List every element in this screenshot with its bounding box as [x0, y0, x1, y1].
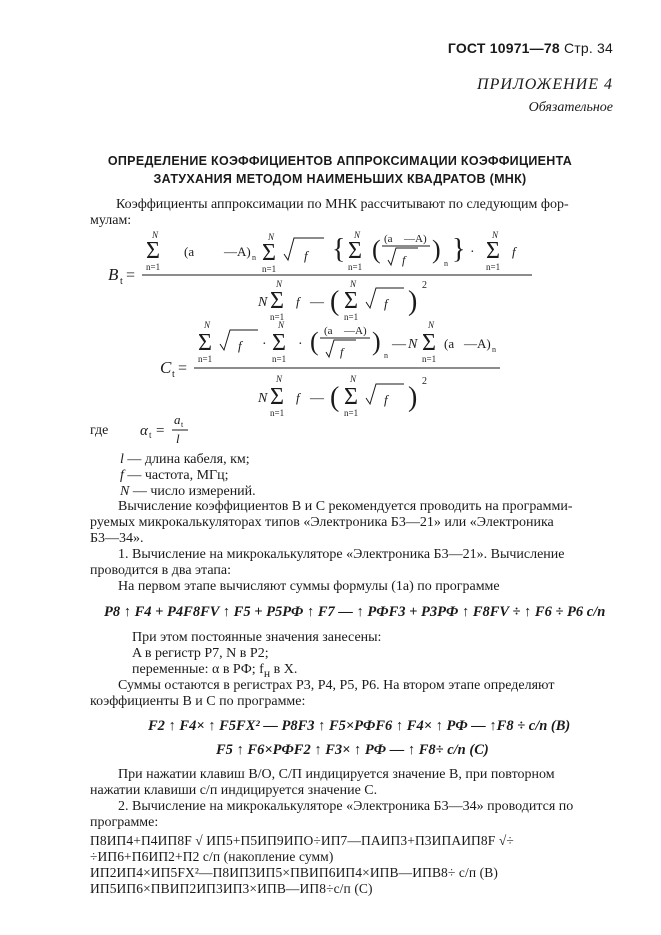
den-paren-close: ): [408, 286, 418, 317]
program-b321-stage2-c: F5 ↑ F6×PФF2 ↑ F3× ↑ PФ — ↑ F8÷ с/п (C): [216, 742, 489, 758]
c-den-N: N: [258, 391, 268, 406]
c-inner-num: (a: [324, 325, 333, 337]
b334-line2: программе:: [90, 815, 159, 830]
program-b321-stage1: Р8 ↑ F4 + P4F8FV ↑ F5 + P5PФ ↑ F7 — ↑ PФF3 + P3PФ ↑ F8FV ÷ ↑ F6 ÷ P6 с/п: [104, 604, 606, 620]
paren-close: ): [432, 235, 441, 264]
heading-line-1: ОПРЕДЕЛЕНИЕ КОЭФФИЦИЕНТОВ АППРОКСИМАЦИИ КОЭФФИЦИЕНТА: [107, 154, 573, 168]
def-symbol: f: [120, 468, 124, 483]
c-den-square: 2: [422, 376, 427, 387]
formula-c: [100, 318, 600, 418]
intro-line-2: мулам:: [90, 213, 132, 228]
frac-a: a: [174, 412, 181, 427]
num-sum1-sigma: Σ: [146, 238, 160, 264]
def-symbol: N: [120, 484, 130, 499]
code-b334-line2: ÷ИП6+П6ИП2+П2 с/п (накопление сумм): [90, 849, 334, 864]
c-den-sqrt-f: f: [384, 392, 388, 407]
num-f4: f: [512, 244, 516, 259]
where-clause: [90, 423, 108, 439]
standard-number: ГОСТ 10971—78: [447, 40, 560, 56]
c-num-sub-n: n: [492, 345, 496, 354]
c-num-a: (a: [444, 336, 455, 351]
inner-frac-num-minusA: —A): [404, 233, 427, 245]
den-sum1-lower: n=1: [270, 312, 285, 322]
const-var-end: в X.: [270, 662, 298, 677]
den-sum2-lower: n=1: [344, 312, 359, 322]
c-den-paren-close: ): [408, 382, 418, 413]
num-sum3-sigma: Σ: [348, 238, 362, 264]
definition-n: [120, 484, 256, 500]
def-text: — частота, МГц;: [123, 468, 229, 483]
inner-sqrt-f: f: [402, 253, 406, 267]
appendix-title: ПРИЛОЖЕНИЕ 4: [477, 76, 613, 93]
alpha-eq: =: [156, 423, 165, 439]
num-sum3-upper: N: [354, 230, 361, 240]
num-sqrt1-f: f: [304, 248, 308, 263]
c-den-sum1-upper: N: [276, 374, 283, 384]
c-num-N: N: [408, 337, 418, 352]
code-b334-line4: ИП5ИП6×ПВИП2ИП3ИП3×ИПВ—ИП8÷с/п (С): [90, 881, 373, 896]
c-den-paren-open: (: [330, 382, 340, 413]
b334-line1: 2. Вычисление на микрокалькуляторе «Электроника Б3—34» проводится по: [118, 799, 574, 814]
c-num-minusA: —A): [464, 336, 491, 351]
b-eq: =: [126, 267, 136, 284]
den-sum2-sigma: Σ: [344, 288, 358, 314]
constants-line2: A в регистр P7, N в P2;: [132, 646, 269, 661]
para2-line1: 1. Вычисление на микрокалькуляторе «Электроника Б3—21». Вычисление: [118, 547, 565, 562]
para1-line2: руемых микрокалькуляторах типов «Электроника Б3—21» или «Электроника: [90, 515, 554, 530]
appendix-status: Обязательное: [528, 100, 613, 115]
frac-l: l: [176, 431, 180, 446]
c-num-dot2: ·: [298, 337, 303, 352]
num-sum3-lower: n=1: [348, 262, 363, 272]
brace-close: }: [452, 234, 466, 265]
num-sum4-lower: n=1: [486, 262, 501, 272]
c-paren-close: ): [372, 327, 381, 356]
page-number: Стр. 34: [563, 40, 613, 56]
num-sum2-upper: N: [268, 232, 275, 242]
formula-b: [100, 228, 600, 328]
num-sum1-lower: n=1: [146, 262, 161, 272]
c-sub: t: [172, 369, 175, 380]
press-line2: нажатии клавиши с/п индицируется значение С.: [90, 783, 378, 798]
const-var-sub: н: [263, 666, 271, 680]
c-eq: =: [178, 360, 188, 377]
c-minus: —: [392, 337, 406, 352]
definition-l: [120, 452, 250, 468]
den-f: f: [296, 294, 300, 309]
intro-line-1: Коэффициенты аппроксимации по МНК рассчитывают по следующим фор-: [116, 197, 569, 212]
c-num-dot1: ·: [262, 337, 267, 352]
alpha-symbol: α: [140, 423, 148, 439]
c-den-sum1-lower: n=1: [270, 408, 285, 418]
code-b334-line3: ИП2ИП4×ИП5FX²—П8ИП3ИП5×ПВИП6ИП4×ИПВ—ИПВ8÷ с/п (В): [90, 865, 498, 880]
inner-frac-num: (a: [384, 233, 393, 245]
num-sum2-lower: n=1: [262, 264, 277, 274]
c-num-sum2-lower: n=1: [272, 354, 287, 364]
where-label: где: [90, 423, 109, 438]
b-sub: t: [120, 276, 123, 287]
c-inner-sqrt-f: f: [340, 345, 344, 359]
c-den-sum1-sigma: Σ: [270, 384, 284, 410]
alpha-sub: t: [149, 430, 152, 440]
para2-line2: проводится в два этапа:: [90, 563, 231, 578]
b-symbol: B: [108, 265, 119, 284]
num-term-a: (a: [184, 244, 195, 259]
brace-open: {: [332, 234, 346, 265]
frac-a-sub: t: [181, 420, 184, 429]
sums-line2: коэффициенты B и C по программе:: [90, 694, 306, 709]
code-b334-line1: П8ИП4+П4ИП8F √ ИП5+П5ИП9ИПО÷ИП7—ПАИП3+П3ИПАИП8F √÷: [90, 833, 514, 848]
den-square: 2: [422, 280, 427, 291]
alpha-definition: [140, 410, 220, 446]
c-num-sum3-lower: n=1: [422, 354, 437, 364]
c-den-sum2-sigma: Σ: [344, 384, 358, 410]
c-den-f: f: [296, 390, 300, 405]
program-b321-stage2-b: F2 ↑ F4× ↑ F5FX² — P8F3 ↑ F5×PФF6 ↑ F4× ↑ PФ — ↑F8 ÷ с/п (B): [148, 718, 571, 734]
const-var-text: переменные: α в PФ; f: [132, 662, 264, 677]
press-line1: При нажатии клавиш В/О, С/П индицируется значение В, при повторном: [118, 767, 555, 782]
c-num-sum3-sigma: Σ: [422, 330, 436, 356]
constants-line1: При этом постоянные значения занесены:: [132, 630, 382, 645]
den-N: N: [258, 295, 268, 310]
num-term-minusA: —A): [224, 244, 251, 259]
den-sum2-upper: N: [350, 279, 357, 289]
definition-f: [120, 468, 229, 484]
c-paren-open: (: [310, 327, 319, 356]
page-header: [448, 40, 613, 56]
c-symbol: C: [160, 358, 172, 377]
c-den-sum2-lower: n=1: [344, 408, 359, 418]
def-symbol: l: [120, 452, 124, 467]
c-inner-sub-n: n: [384, 351, 388, 360]
num-sum2-sigma: Σ: [262, 240, 276, 266]
num-sum1-upper: N: [152, 230, 159, 240]
para1-line3: Б3—34».: [90, 531, 144, 546]
num-term-sub-n: n: [252, 253, 256, 262]
c-num-sum1-lower: n=1: [198, 354, 213, 364]
def-text: — длина кабеля, км;: [123, 452, 250, 467]
c-num-sum2-sigma: Σ: [272, 330, 286, 356]
num-sum4-sigma: Σ: [486, 238, 500, 264]
c-num-sqrt-f: f: [238, 338, 242, 353]
num-dot: ·: [470, 245, 475, 260]
den-sum1-upper: N: [276, 279, 283, 289]
c-inner-num-minusA: —A): [344, 325, 367, 337]
heading-line-2: ЗАТУХАНИЯ МЕТОДОМ НАИМЕНЬШИХ КВАДРАТОВ (МНК): [153, 172, 527, 186]
c-den-minus: —: [310, 391, 324, 406]
den-paren-open: (: [330, 286, 340, 317]
num-sum4-upper: N: [492, 230, 499, 240]
paren-open: (: [372, 235, 381, 264]
den-sum1-sigma: Σ: [270, 288, 284, 314]
inner-sub-n: n: [444, 259, 448, 268]
c-num-sum1-upper: N: [204, 320, 211, 330]
def-text: — число измерений.: [129, 484, 256, 499]
para1-line1: Вычисление коэффициентов B и C рекомендуется проводить на программи-: [118, 499, 573, 514]
c-num-sum2-upper: N: [278, 320, 285, 330]
c-den-sum2-upper: N: [350, 374, 357, 384]
den-sqrt-f: f: [384, 296, 388, 311]
sums-line1: Суммы остаются в регистрах Р3, Р4, Р5, Р6. На втором этапе определяют: [118, 678, 555, 693]
para3: На первом этапе вычисляют суммы формулы (1а) по программе: [118, 579, 500, 594]
c-num-sum3-upper: N: [428, 320, 435, 330]
c-num-sum1-sigma: Σ: [198, 330, 212, 356]
den-minus: —: [310, 295, 324, 310]
